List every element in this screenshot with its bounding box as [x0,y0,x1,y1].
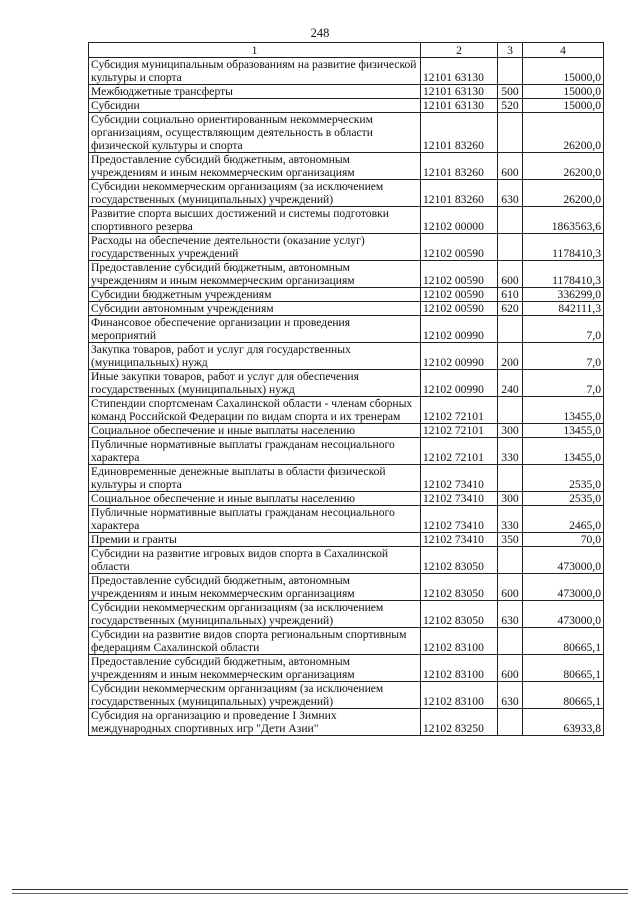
row-code-cell: 12102 00590 [421,261,498,288]
row-code-cell: 12102 72101 [421,438,498,465]
row-type-cell [498,113,523,153]
row-amount-cell: 63933,8 [523,709,604,736]
table-row [89,113,604,153]
row-code-cell: 12101 63130 [421,85,498,99]
row-name-cell: Расходы на обеспечение деятельности (оказание услуг) государственных учреждений [89,234,421,261]
table-row [89,153,604,180]
row-code-cell: 12101 63130 [421,99,498,113]
row-name-cell: Субсидия на организацию и проведение I Зимних международных спортивных игр "Дети Азии" [89,709,421,736]
budget-table [88,42,604,736]
table-row [89,343,604,370]
row-amount-cell: 473000,0 [523,547,604,574]
row-type-cell: 600 [498,261,523,288]
row-amount-cell: 1178410,3 [523,261,604,288]
header-col-2: 2 [421,43,498,58]
table-row [89,465,604,492]
table-row [89,207,604,234]
table-row [89,302,604,316]
table-row [89,574,604,601]
row-amount-cell: 13455,0 [523,424,604,438]
table-row [89,655,604,682]
row-name-cell: Субсидии на развитие игровых видов спорта в Сахалинской области [89,547,421,574]
row-amount-cell: 2465,0 [523,506,604,533]
row-amount-cell: 26200,0 [523,153,604,180]
row-amount-cell: 80665,1 [523,655,604,682]
row-type-cell: 240 [498,370,523,397]
row-type-cell [498,709,523,736]
row-name-cell: Субсидии некоммерческим организациям (за исключением государственных (муниципальных) учреждений) [89,180,421,207]
row-code-cell: 12101 63130 [421,58,498,85]
row-amount-cell: 26200,0 [523,113,604,153]
table-row [89,234,604,261]
row-type-cell: 500 [498,85,523,99]
row-type-cell [498,465,523,492]
row-name-cell: Иные закупки товаров, работ и услуг для обеспечения государственных (муниципальных) нужд [89,370,421,397]
row-amount-cell: 13455,0 [523,438,604,465]
header-row [89,43,604,58]
table-row [89,506,604,533]
table-row [89,85,604,99]
row-code-cell: 12102 72101 [421,397,498,424]
row-amount-cell: 13455,0 [523,397,604,424]
row-code-cell: 12102 00000 [421,207,498,234]
row-amount-cell: 1178410,3 [523,234,604,261]
table-row [89,397,604,424]
row-type-cell: 620 [498,302,523,316]
row-name-cell: Субсидии бюджетным учреждениям [89,288,421,302]
row-code-cell: 12101 83260 [421,180,498,207]
row-name-cell: Субсидии автономным учреждениям [89,302,421,316]
row-type-cell: 520 [498,99,523,113]
row-type-cell: 600 [498,153,523,180]
table-row [89,261,604,288]
table-row [89,180,604,207]
row-code-cell: 12102 00990 [421,343,498,370]
row-name-cell: Субсидии некоммерческим организациям (за исключением государственных (муниципальных) учреждений) [89,682,421,709]
row-name-cell: Субсидия муниципальным образованиям на развитие физической культуры и спорта [89,58,421,85]
row-name-cell: Предоставление субсидий бюджетным, автономным учреждениям и иным некоммерческим организациям [89,655,421,682]
row-type-cell: 610 [498,288,523,302]
row-type-cell: 300 [498,424,523,438]
row-amount-cell: 15000,0 [523,58,604,85]
table-row [89,709,604,736]
row-amount-cell: 7,0 [523,316,604,343]
table-row [89,547,604,574]
table-row [89,682,604,709]
table-row [89,288,604,302]
row-amount-cell: 1863563,6 [523,207,604,234]
row-type-cell [498,547,523,574]
row-type-cell: 330 [498,506,523,533]
row-code-cell: 12101 83260 [421,113,498,153]
table-row [89,99,604,113]
row-name-cell: Развитие спорта высших достижений и системы подготовки спортивного резерва [89,207,421,234]
row-code-cell: 12102 73410 [421,533,498,547]
row-name-cell: Публичные нормативные выплаты гражданам несоциального характера [89,506,421,533]
table-row [89,438,604,465]
row-name-cell: Стипендии спортсменам Сахалинской области - членам сборных команд Российской Федерации по видам спорта и их тренерам [89,397,421,424]
row-amount-cell: 842111,3 [523,302,604,316]
row-type-cell: 300 [498,492,523,506]
row-name-cell: Премии и гранты [89,533,421,547]
row-code-cell: 12102 73410 [421,492,498,506]
bottom-rule [12,889,628,890]
row-code-cell: 12101 83260 [421,153,498,180]
row-type-cell [498,397,523,424]
row-type-cell: 350 [498,533,523,547]
table-row [89,533,604,547]
row-amount-cell: 2535,0 [523,492,604,506]
row-code-cell: 12102 00590 [421,288,498,302]
row-name-cell: Субсидии некоммерческим организациям (за исключением государственных (муниципальных) учреждений) [89,601,421,628]
row-amount-cell: 26200,0 [523,180,604,207]
row-code-cell: 12102 00990 [421,370,498,397]
row-code-cell: 12102 83050 [421,547,498,574]
row-code-cell: 12102 83100 [421,628,498,655]
row-code-cell: 12102 83100 [421,682,498,709]
row-name-cell: Социальное обеспечение и иные выплаты населению [89,424,421,438]
row-code-cell: 12102 00990 [421,316,498,343]
row-type-cell [498,58,523,85]
row-name-cell: Субсидии на развитие видов спорта региональным спортивным федерациям Сахалинской области [89,628,421,655]
row-type-cell [498,207,523,234]
table-row [89,370,604,397]
row-amount-cell: 15000,0 [523,99,604,113]
row-name-cell: Предоставление субсидий бюджетным, автономным учреждениям и иным некоммерческим организациям [89,153,421,180]
row-name-cell: Публичные нормативные выплаты гражданам несоциального характера [89,438,421,465]
row-amount-cell: 70,0 [523,533,604,547]
row-code-cell: 12102 83100 [421,655,498,682]
row-amount-cell: 2535,0 [523,465,604,492]
page-number: 248 [310,26,330,40]
row-type-cell [498,234,523,261]
row-amount-cell: 80665,1 [523,628,604,655]
table-row [89,316,604,343]
row-type-cell: 600 [498,574,523,601]
row-name-cell: Финансовое обеспечение организации и проведения мероприятий [89,316,421,343]
row-type-cell: 630 [498,601,523,628]
row-name-cell: Межбюджетные трансферты [89,85,421,99]
header-col-1: 1 [89,43,421,58]
row-code-cell: 12102 73410 [421,506,498,533]
row-type-cell: 330 [498,438,523,465]
row-type-cell: 630 [498,180,523,207]
row-amount-cell: 473000,0 [523,601,604,628]
table-row [89,601,604,628]
row-name-cell: Субсидии социально ориентированным некоммерческим организациям, осуществляющим деятельность в области физической культуры и спорта [89,113,421,153]
row-code-cell: 12102 00590 [421,302,498,316]
row-amount-cell: 336299,0 [523,288,604,302]
table-row [89,424,604,438]
row-amount-cell: 7,0 [523,343,604,370]
row-code-cell: 12102 83050 [421,574,498,601]
row-name-cell: Субсидии [89,99,421,113]
row-amount-cell: 473000,0 [523,574,604,601]
row-type-cell: 200 [498,343,523,370]
table-row [89,492,604,506]
bottom-rule-secondary [12,893,628,894]
row-code-cell: 12102 00590 [421,234,498,261]
table-row [89,628,604,655]
row-name-cell: Предоставление субсидий бюджетным, автономным учреждениям и иным некоммерческим организациям [89,261,421,288]
row-amount-cell: 7,0 [523,370,604,397]
row-name-cell: Социальное обеспечение и иные выплаты населению [89,492,421,506]
table-row [89,58,604,85]
row-type-cell [498,316,523,343]
row-code-cell: 12102 83250 [421,709,498,736]
row-code-cell: 12102 72101 [421,424,498,438]
row-name-cell: Единовременные денежные выплаты в области физической культуры и спорта [89,465,421,492]
header-col-4: 4 [523,43,604,58]
row-amount-cell: 80665,1 [523,682,604,709]
row-amount-cell: 15000,0 [523,85,604,99]
header-col-3: 3 [498,43,523,58]
row-type-cell: 600 [498,655,523,682]
row-name-cell: Закупка товаров, работ и услуг для государственных (муниципальных) нужд [89,343,421,370]
row-code-cell: 12102 83050 [421,601,498,628]
row-type-cell: 630 [498,682,523,709]
row-type-cell [498,628,523,655]
row-code-cell: 12102 73410 [421,465,498,492]
row-name-cell: Предоставление субсидий бюджетным, автономным учреждениям и иным некоммерческим организациям [89,574,421,601]
